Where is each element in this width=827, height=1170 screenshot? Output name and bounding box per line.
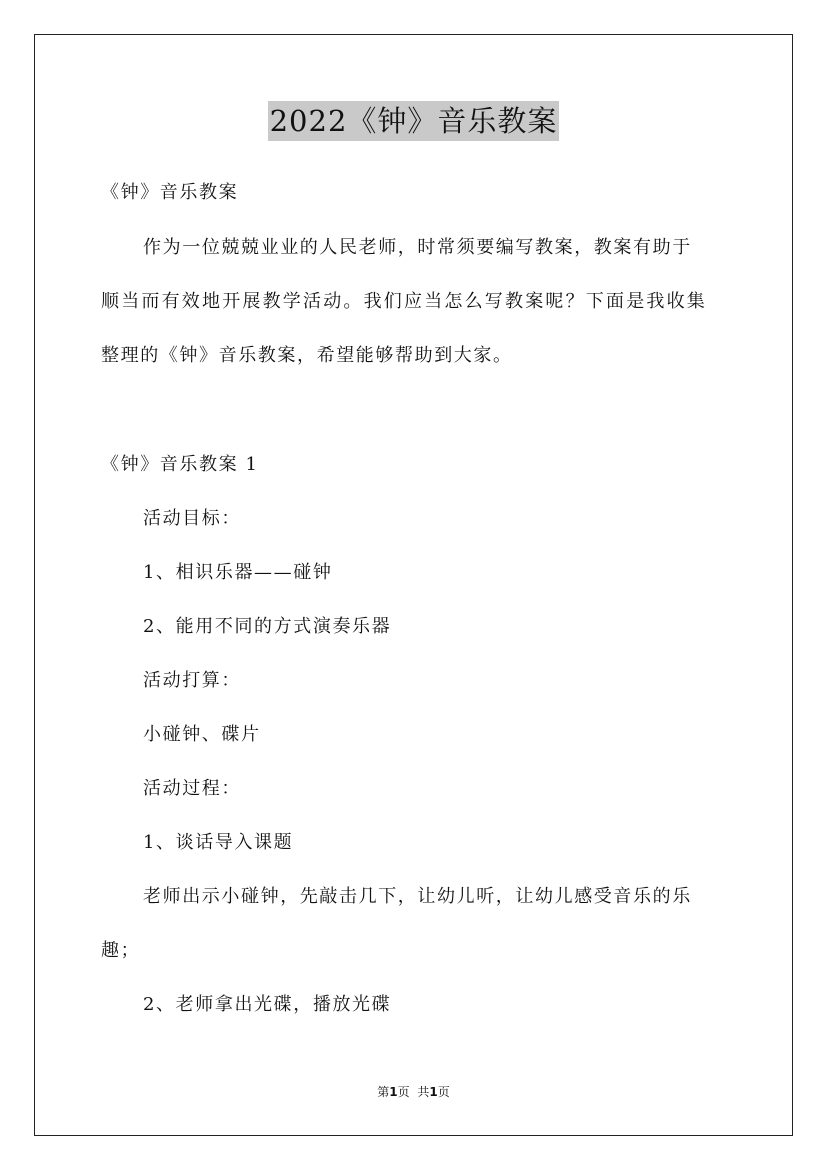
body-line-6: 活动过程：: [143, 778, 241, 799]
document-subtitle: 《钟》音乐教案: [101, 182, 239, 203]
footer-total-number: 1: [429, 1085, 438, 1099]
title-container: [0, 101, 827, 141]
body-line-1: 活动目标：: [143, 508, 241, 529]
intro-line-1: 作为一位兢兢业业的人民老师，时常须要编写教案，教案有助于: [143, 237, 692, 258]
footer-page-suffix: 页: [397, 1085, 410, 1099]
body-line-3: 2、能用不同的方式演奏乐器: [143, 616, 392, 637]
body-line-8: 老师出示小碰钟，先敲击几下，让幼儿听，让幼儿感受音乐的乐: [143, 886, 692, 907]
intro-line-3: 整理的《钟》音乐教案，希望能够帮助到大家。: [101, 345, 513, 366]
footer-total-prefix: 共: [417, 1085, 430, 1099]
body-line-7: 1、谈话导入课题: [143, 832, 294, 853]
body-line-4: 活动打算：: [143, 670, 241, 691]
body-line-2: 1、相识乐器——碰钟: [143, 562, 333, 583]
document-title: 2022《钟》音乐教案: [268, 101, 560, 141]
footer-page-number: 1: [389, 1085, 398, 1099]
body-line-10: 2、老师拿出光碟，播放光碟: [143, 994, 392, 1015]
page-footer: [0, 1084, 827, 1100]
footer-page-prefix: 第: [377, 1085, 390, 1099]
footer-total-suffix: 页: [437, 1085, 450, 1099]
section-heading: 《钟》音乐教案 1: [101, 454, 259, 475]
body-line-9: 趣；: [101, 940, 141, 961]
intro-line-2: 顺当而有效地开展教学活动。我们应当怎么写教案呢？下面是我收集: [101, 291, 707, 312]
body-line-5: 小碰钟、碟片: [143, 724, 261, 745]
